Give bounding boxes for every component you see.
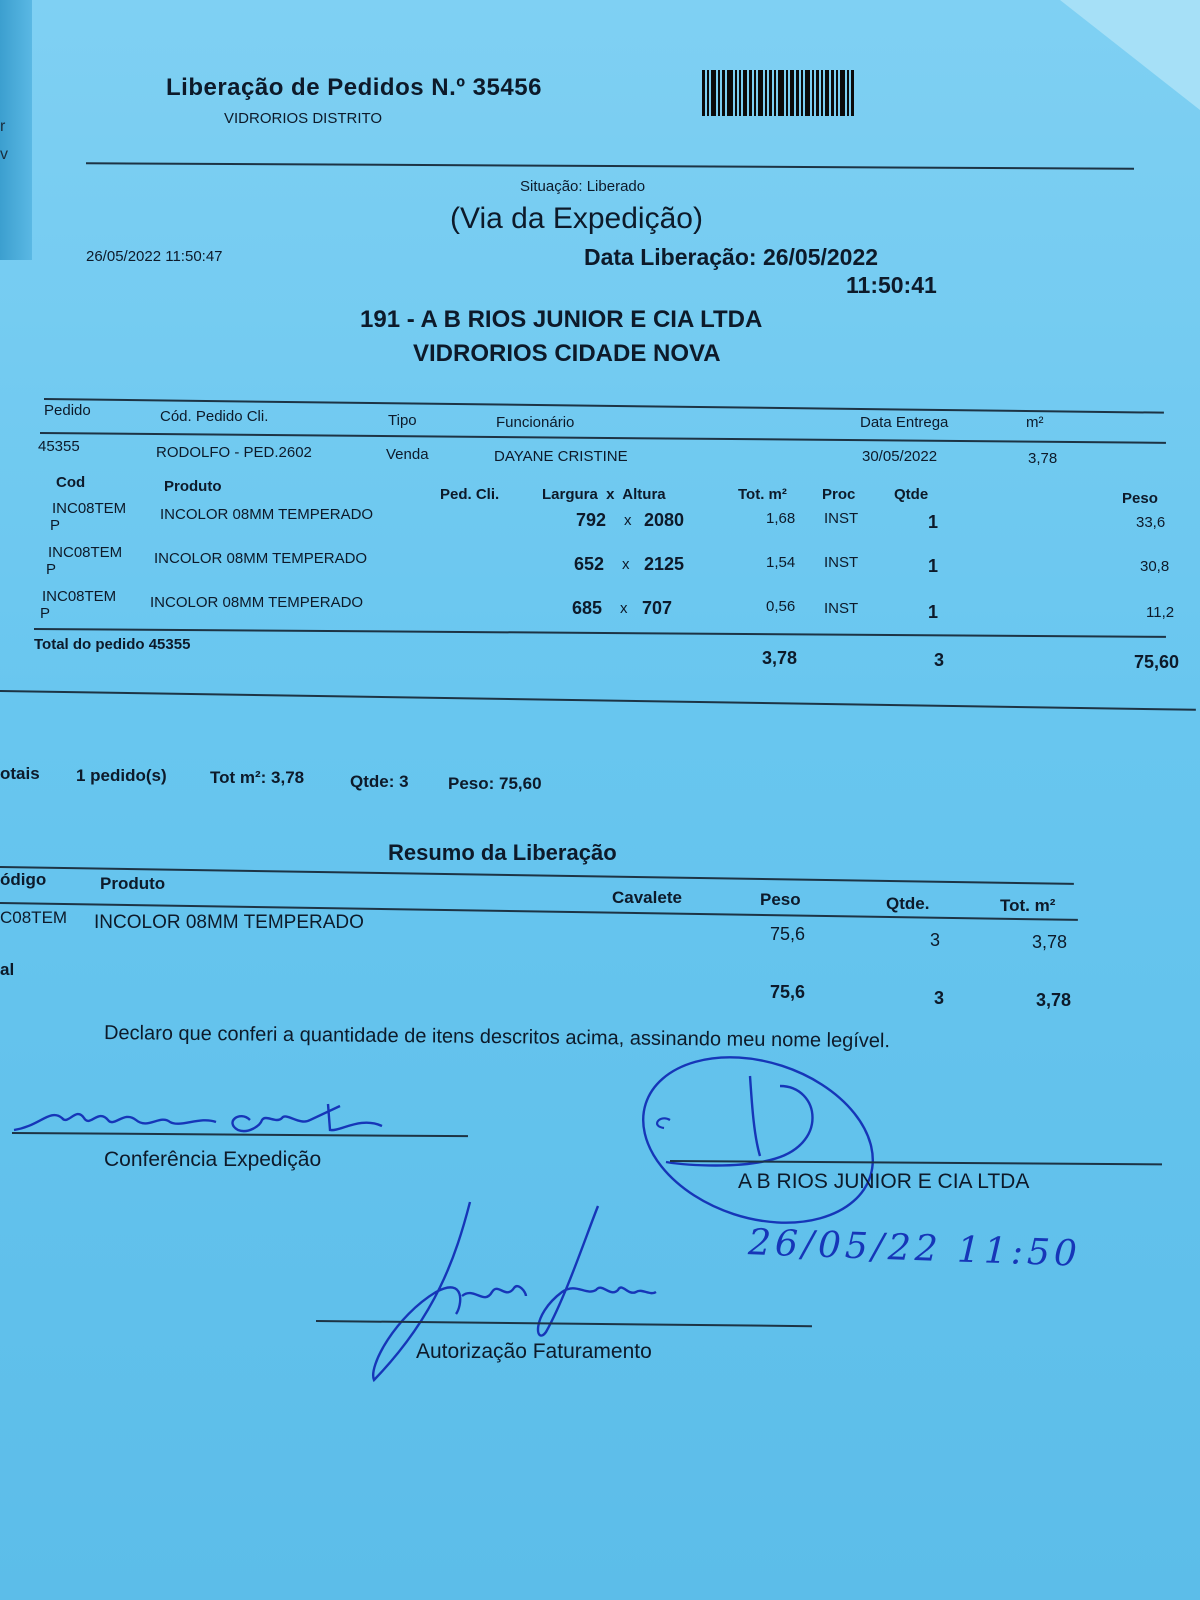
item-cod: INC08TEM bbox=[52, 500, 127, 517]
item-altura: 707 bbox=[642, 598, 673, 618]
pedido-value: 45355 bbox=[38, 438, 80, 455]
item-peso: 11,2 bbox=[1146, 604, 1175, 621]
summary-col-cavalete: Cavalete bbox=[612, 888, 682, 907]
item-qtde: 1 bbox=[928, 602, 939, 622]
item-x: x bbox=[622, 556, 630, 573]
m2-value: 3,78 bbox=[1028, 450, 1058, 467]
item-peso: 33,6 bbox=[1136, 514, 1166, 531]
conferencia-signature bbox=[10, 1096, 410, 1146]
data-entrega-value: 30/05/2022 bbox=[862, 448, 938, 465]
item-proc: INST bbox=[824, 600, 859, 617]
summary-col-codigo: ódigo bbox=[0, 870, 47, 889]
order-total-qtde: 3 bbox=[934, 650, 945, 670]
item-col-ped-cli-header: Ped. Cli. bbox=[440, 486, 500, 503]
col-pedido-header: Pedido bbox=[44, 402, 91, 419]
summary-title: Resumo da Liberação bbox=[388, 840, 617, 865]
totals-peso: Peso: 75,60 bbox=[448, 774, 542, 793]
item-col-cod-header: Cod bbox=[56, 474, 86, 491]
summary-col-tot-m2: Tot. m² bbox=[1000, 896, 1056, 915]
totals-pedidos: 1 pedido(s) bbox=[76, 766, 167, 785]
funcionario-value: DAYANE CRISTINE bbox=[494, 448, 628, 465]
item-cod-suffix: P bbox=[40, 605, 51, 622]
printed-timestamp: 26/05/2022 11:50:47 bbox=[86, 248, 223, 265]
release-date: Data Liberação: 26/05/2022 bbox=[584, 244, 879, 270]
conferencia-label: Conferência Expedição bbox=[104, 1148, 322, 1171]
document-title: Liberação de Pedidos N.º 35456 bbox=[166, 74, 542, 101]
totals-m2: Tot m²: 3,78 bbox=[210, 768, 305, 787]
item-produto: INCOLOR 08MM TEMPERADO bbox=[160, 506, 374, 523]
order-header-rule bbox=[40, 432, 1166, 444]
col-cod-pedido-cli-header: Cód. Pedido Cli. bbox=[160, 408, 269, 425]
summary-tot-m2: 3,78 bbox=[1032, 932, 1068, 952]
summary-col-produto: Produto bbox=[100, 874, 166, 893]
item-col-proc-header: Proc bbox=[822, 486, 856, 503]
item-produto: INCOLOR 08MM TEMPERADO bbox=[150, 594, 364, 611]
client-name: 191 - A B RIOS JUNIOR E CIA LTDA bbox=[360, 306, 763, 333]
status-text: Situação: Liberado bbox=[520, 178, 646, 195]
item-tot-m2: 0,56 bbox=[766, 598, 796, 615]
item-produto: INCOLOR 08MM TEMPERADO bbox=[154, 550, 368, 567]
order-total-peso: 75,60 bbox=[1134, 652, 1180, 672]
item-col-produto-header: Produto bbox=[164, 478, 222, 495]
summary-produto: INCOLOR 08MM TEMPERADO bbox=[94, 912, 364, 933]
document-subtitle: VIDRORIOS DISTRITO bbox=[224, 110, 383, 127]
item-proc: INST bbox=[824, 554, 859, 571]
adjacent-paper-edge: r v bbox=[0, 0, 32, 260]
order-total-m2: 3,78 bbox=[762, 648, 798, 668]
item-cod-suffix: P bbox=[46, 561, 57, 578]
col-tipo-header: Tipo bbox=[388, 412, 417, 429]
summary-total-qtde: 3 bbox=[934, 988, 945, 1008]
summary-qtde: 3 bbox=[930, 930, 941, 950]
col-m2-header: m² bbox=[1026, 414, 1044, 431]
copy-label: (Via da Expedição) bbox=[450, 202, 703, 235]
order-total-label: Total do pedido 45355 bbox=[34, 636, 191, 653]
client-store: VIDRORIOS CIDADE NOVA bbox=[413, 340, 721, 367]
item-col-qtde-header: Qtde bbox=[894, 486, 929, 503]
handwritten-date: 26/05/22 11:50 bbox=[747, 1222, 1082, 1275]
item-cod: INC08TEM bbox=[42, 588, 117, 605]
col-data-entrega-header: Data Entrega bbox=[860, 414, 949, 431]
item-x: x bbox=[624, 512, 632, 529]
item-tot-m2: 1,54 bbox=[766, 554, 796, 571]
section-divider bbox=[0, 690, 1196, 711]
summary-total-tot-m2: 3,78 bbox=[1036, 990, 1072, 1010]
item-col-dims-header: Largura x Altura bbox=[542, 486, 666, 503]
header-divider bbox=[86, 162, 1134, 169]
item-altura: 2080 bbox=[644, 510, 685, 530]
autorizacao-label: Autorização Faturamento bbox=[416, 1340, 652, 1363]
item-largura: 652 bbox=[574, 554, 605, 574]
item-proc: INST bbox=[824, 510, 859, 527]
summary-total-label: al bbox=[0, 960, 15, 979]
summary-codigo: C08TEM bbox=[0, 908, 68, 927]
items-total-rule bbox=[34, 628, 1166, 638]
totals-qtde: Qtde: 3 bbox=[350, 772, 409, 791]
item-col-peso-header: Peso bbox=[1122, 490, 1158, 507]
col-funcionario-header: Funcionário bbox=[496, 414, 575, 431]
barcode bbox=[702, 70, 886, 116]
item-x: x bbox=[620, 600, 628, 617]
tipo-value: Venda bbox=[386, 446, 429, 463]
item-cod-suffix: P bbox=[50, 517, 61, 534]
item-largura: 685 bbox=[572, 598, 603, 618]
item-peso: 30,8 bbox=[1140, 558, 1170, 575]
summary-col-qtde: Qtde. bbox=[886, 894, 930, 913]
release-time: 11:50:41 bbox=[846, 272, 937, 298]
summary-col-peso: Peso bbox=[760, 890, 801, 909]
company-label: A B RIOS JUNIOR E CIA LTDA bbox=[738, 1170, 1030, 1193]
summary-peso: 75,6 bbox=[770, 924, 806, 944]
item-qtde: 1 bbox=[928, 512, 939, 532]
declaration-text: Declaro que conferi a quantidade de itens descritos acima, assinando meu nome legível. bbox=[103, 1022, 891, 1053]
item-col-tot-m2-header: Tot. m² bbox=[738, 486, 787, 503]
cod-pedido-cli-value: RODOLFO - PED.2602 bbox=[156, 444, 312, 461]
item-cod: INC08TEM bbox=[48, 544, 123, 561]
item-largura: 792 bbox=[576, 510, 607, 530]
item-altura: 2125 bbox=[644, 554, 685, 574]
item-tot-m2: 1,68 bbox=[766, 510, 796, 527]
totals-label: otais bbox=[0, 764, 40, 783]
summary-total-peso: 75,6 bbox=[770, 982, 806, 1002]
paper-corner bbox=[1060, 0, 1200, 110]
item-qtde: 1 bbox=[928, 556, 939, 576]
